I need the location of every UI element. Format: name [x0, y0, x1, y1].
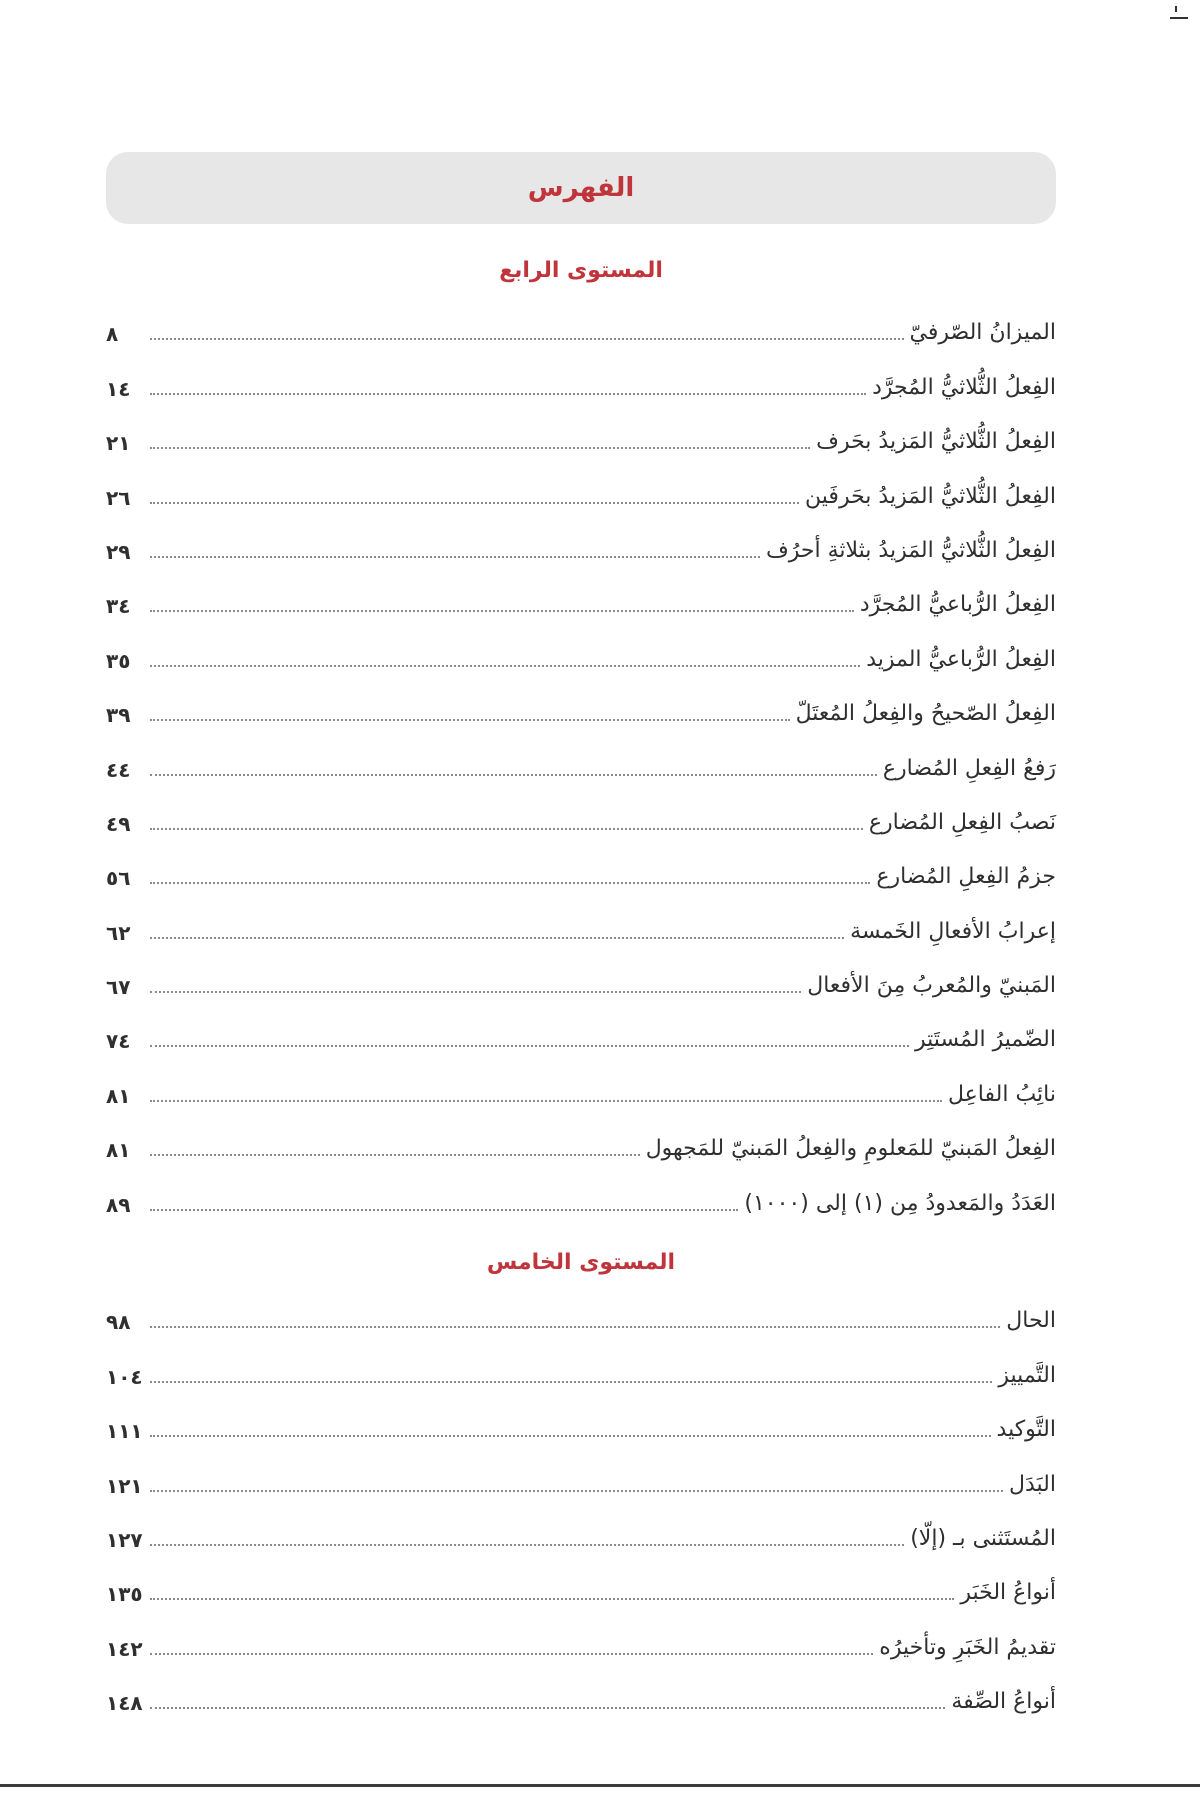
toc-entry-page: ١٢٧ [106, 1527, 143, 1552]
toc-entry-page: ١٤٨ [106, 1691, 143, 1716]
toc-entry-title: إعرابُ الأفعالِ الخَمسة [850, 918, 1056, 944]
toc-entry-page: ٢١ [106, 431, 131, 456]
toc-entry-title: تقديمُ الخَبَرِ وتأخيرُه [879, 1634, 1056, 1660]
toc-entry-title: الفِعلُ الرُّباعيُّ المُجرَّد [859, 592, 1056, 618]
dot-leader [150, 991, 801, 993]
toc-entry[interactable] [106, 1614, 1056, 1668]
dot-leader [150, 447, 810, 449]
toc-entry[interactable] [106, 898, 1056, 952]
toc-entry-page: ٣٥ [106, 648, 131, 673]
dot-leader [150, 1653, 873, 1655]
toc-entry-title: الميزانُ الصّرفيّ [909, 320, 1056, 346]
dot-leader [150, 1490, 1003, 1492]
section-heading-level-5: المستوى الخامس [486, 1250, 676, 1275]
toc-entry-page: ١٠٤ [106, 1364, 143, 1389]
toc-entry[interactable] [106, 953, 1056, 1007]
toc-entry-title: الفِعلُ الثُّلاثيُّ المُجرَّد [872, 374, 1056, 400]
dot-leader [150, 665, 860, 667]
toc-entry-title: الفِعلُ الصّحيحُ والفِعلُ المُعتَلّ [795, 701, 1056, 727]
toc-entry-page: ٥٦ [106, 866, 131, 891]
dot-leader [150, 1707, 945, 1709]
toc-entry-page: ٨ [106, 322, 119, 347]
dot-leader [150, 502, 799, 504]
toc-entry-title: أنواعُ الصِّفة [951, 1689, 1056, 1715]
toc-list-level-4 [106, 300, 1056, 1225]
toc-entry-title: الفِعلُ الرُّباعيُّ المزيد [866, 646, 1056, 672]
toc-entry-page: ٩٨ [106, 1310, 131, 1335]
toc-entry[interactable] [106, 463, 1056, 517]
dot-leader [150, 1209, 738, 1211]
dot-leader [150, 1326, 1000, 1328]
toc-entry-title: البَدَل [1009, 1471, 1056, 1497]
toc-entry[interactable] [106, 735, 1056, 789]
toc-entry[interactable] [106, 518, 1056, 572]
section-heading-level-4: المستوى الرابع [499, 258, 663, 283]
dot-leader [150, 1435, 991, 1437]
toc-list-level-5 [106, 1288, 1056, 1723]
toc-entry-title: الحال [1006, 1308, 1056, 1334]
toc-entry-page: ١١١ [106, 1419, 143, 1444]
toc-entry[interactable] [106, 1451, 1056, 1505]
toc-entry[interactable] [106, 681, 1056, 735]
dot-leader [150, 828, 863, 830]
dot-leader [150, 1544, 904, 1546]
toc-entry-title: الفِعلُ المَبنيّ للمَعلومِ والفِعلُ المَبنيّ للمَجهول [645, 1136, 1056, 1162]
toc-entry[interactable] [106, 354, 1056, 408]
dot-leader [150, 610, 854, 612]
toc-entry[interactable] [106, 1506, 1056, 1560]
dot-leader [150, 774, 877, 776]
toc-entry[interactable] [106, 844, 1056, 898]
toc-entry-title: التَّوكيد [996, 1417, 1056, 1443]
toc-entry-page: ١٤٢ [106, 1636, 143, 1661]
toc-entry-page: ٤٤ [106, 757, 131, 782]
toc-entry-page: ١٤ [106, 376, 131, 401]
toc-entry[interactable] [106, 1342, 1056, 1396]
dot-leader [150, 1381, 992, 1383]
toc-entry[interactable] [106, 409, 1056, 463]
toc-entry-page: ٧٤ [106, 1029, 131, 1054]
toc-entry-page: ١٣٥ [106, 1582, 143, 1607]
dot-leader [150, 1598, 954, 1600]
corner-crop-mark-icon [1168, 6, 1190, 20]
dot-leader [150, 937, 844, 939]
toc-entry-title: أنواعُ الخَبَر [960, 1580, 1056, 1606]
toc-entry-page: ٣٤ [106, 594, 131, 619]
toc-entry-title: المُستَثنى بـ (إلّا) [910, 1525, 1056, 1551]
toc-entry-title: المَبنيّ والمُعربُ مِنَ الأفعال [807, 973, 1056, 999]
toc-entry[interactable] [106, 1116, 1056, 1170]
toc-entry-page: ٢٦ [106, 485, 131, 510]
dot-leader [150, 556, 760, 558]
toc-entry-page: ٦٧ [106, 975, 131, 1000]
toc-entry[interactable] [106, 300, 1056, 354]
toc-entry-page: ١٢١ [106, 1473, 143, 1498]
toc-entry[interactable] [106, 1061, 1056, 1115]
dot-leader [150, 1154, 640, 1156]
toc-entry[interactable] [106, 572, 1056, 626]
toc-entry-title: الضّميرُ المُستَتِر [915, 1027, 1056, 1053]
toc-entry-title: رَفعُ الفِعلِ المُضارع [882, 755, 1056, 781]
toc-entry-page: ٨١ [106, 1138, 131, 1163]
toc-entry-title: جزمُ الفِعلِ المُضارع [876, 864, 1056, 890]
index-title-bar [106, 152, 1056, 224]
toc-entry[interactable] [106, 626, 1056, 680]
toc-entry[interactable] [106, 1288, 1056, 1342]
toc-entry[interactable] [106, 790, 1056, 844]
toc-entry[interactable] [106, 1397, 1056, 1451]
toc-entry-title: الفِعلُ الثُّلاثيُّ المَزيدُ بثلاثةِ أحرُف [765, 537, 1056, 563]
dot-leader [150, 1100, 942, 1102]
bottom-rule [0, 1784, 1200, 1787]
toc-entry[interactable] [106, 1669, 1056, 1723]
dot-leader [150, 719, 790, 721]
toc-entry-page: ٣٩ [106, 703, 131, 728]
page-title: الفهرس [527, 173, 635, 203]
toc-entry-page: ٢٩ [106, 539, 131, 564]
toc-entry-title: التَّمييز [998, 1362, 1056, 1388]
toc-entry-page: ٤٩ [106, 811, 131, 836]
toc-entry-title: العَدَدُ والمَعدودُ مِن (١) إلى (١٠٠٠) [744, 1190, 1056, 1216]
dot-leader [150, 882, 870, 884]
toc-entry[interactable] [106, 1170, 1056, 1224]
dot-leader [150, 393, 866, 395]
toc-entry-title: نَصبُ الفِعلِ المُضارع [868, 809, 1056, 835]
dot-leader [150, 1045, 909, 1047]
toc-entry-title: نائِبُ الفاعِل [948, 1081, 1056, 1107]
dot-leader [150, 338, 904, 340]
toc-entry[interactable] [106, 1007, 1056, 1061]
toc-entry-title: الفِعلُ الثُّلاثيُّ المَزيدُ بحَرف [816, 429, 1056, 455]
toc-entry-page: ٦٢ [106, 920, 131, 945]
toc-entry-page: ٨٩ [106, 1192, 131, 1217]
toc-entry-title: الفِعلُ الثُّلاثيُّ المَزيدُ بحَرفَين [805, 483, 1056, 509]
toc-entry[interactable] [106, 1560, 1056, 1614]
toc-entry-page: ٨١ [106, 1083, 131, 1108]
